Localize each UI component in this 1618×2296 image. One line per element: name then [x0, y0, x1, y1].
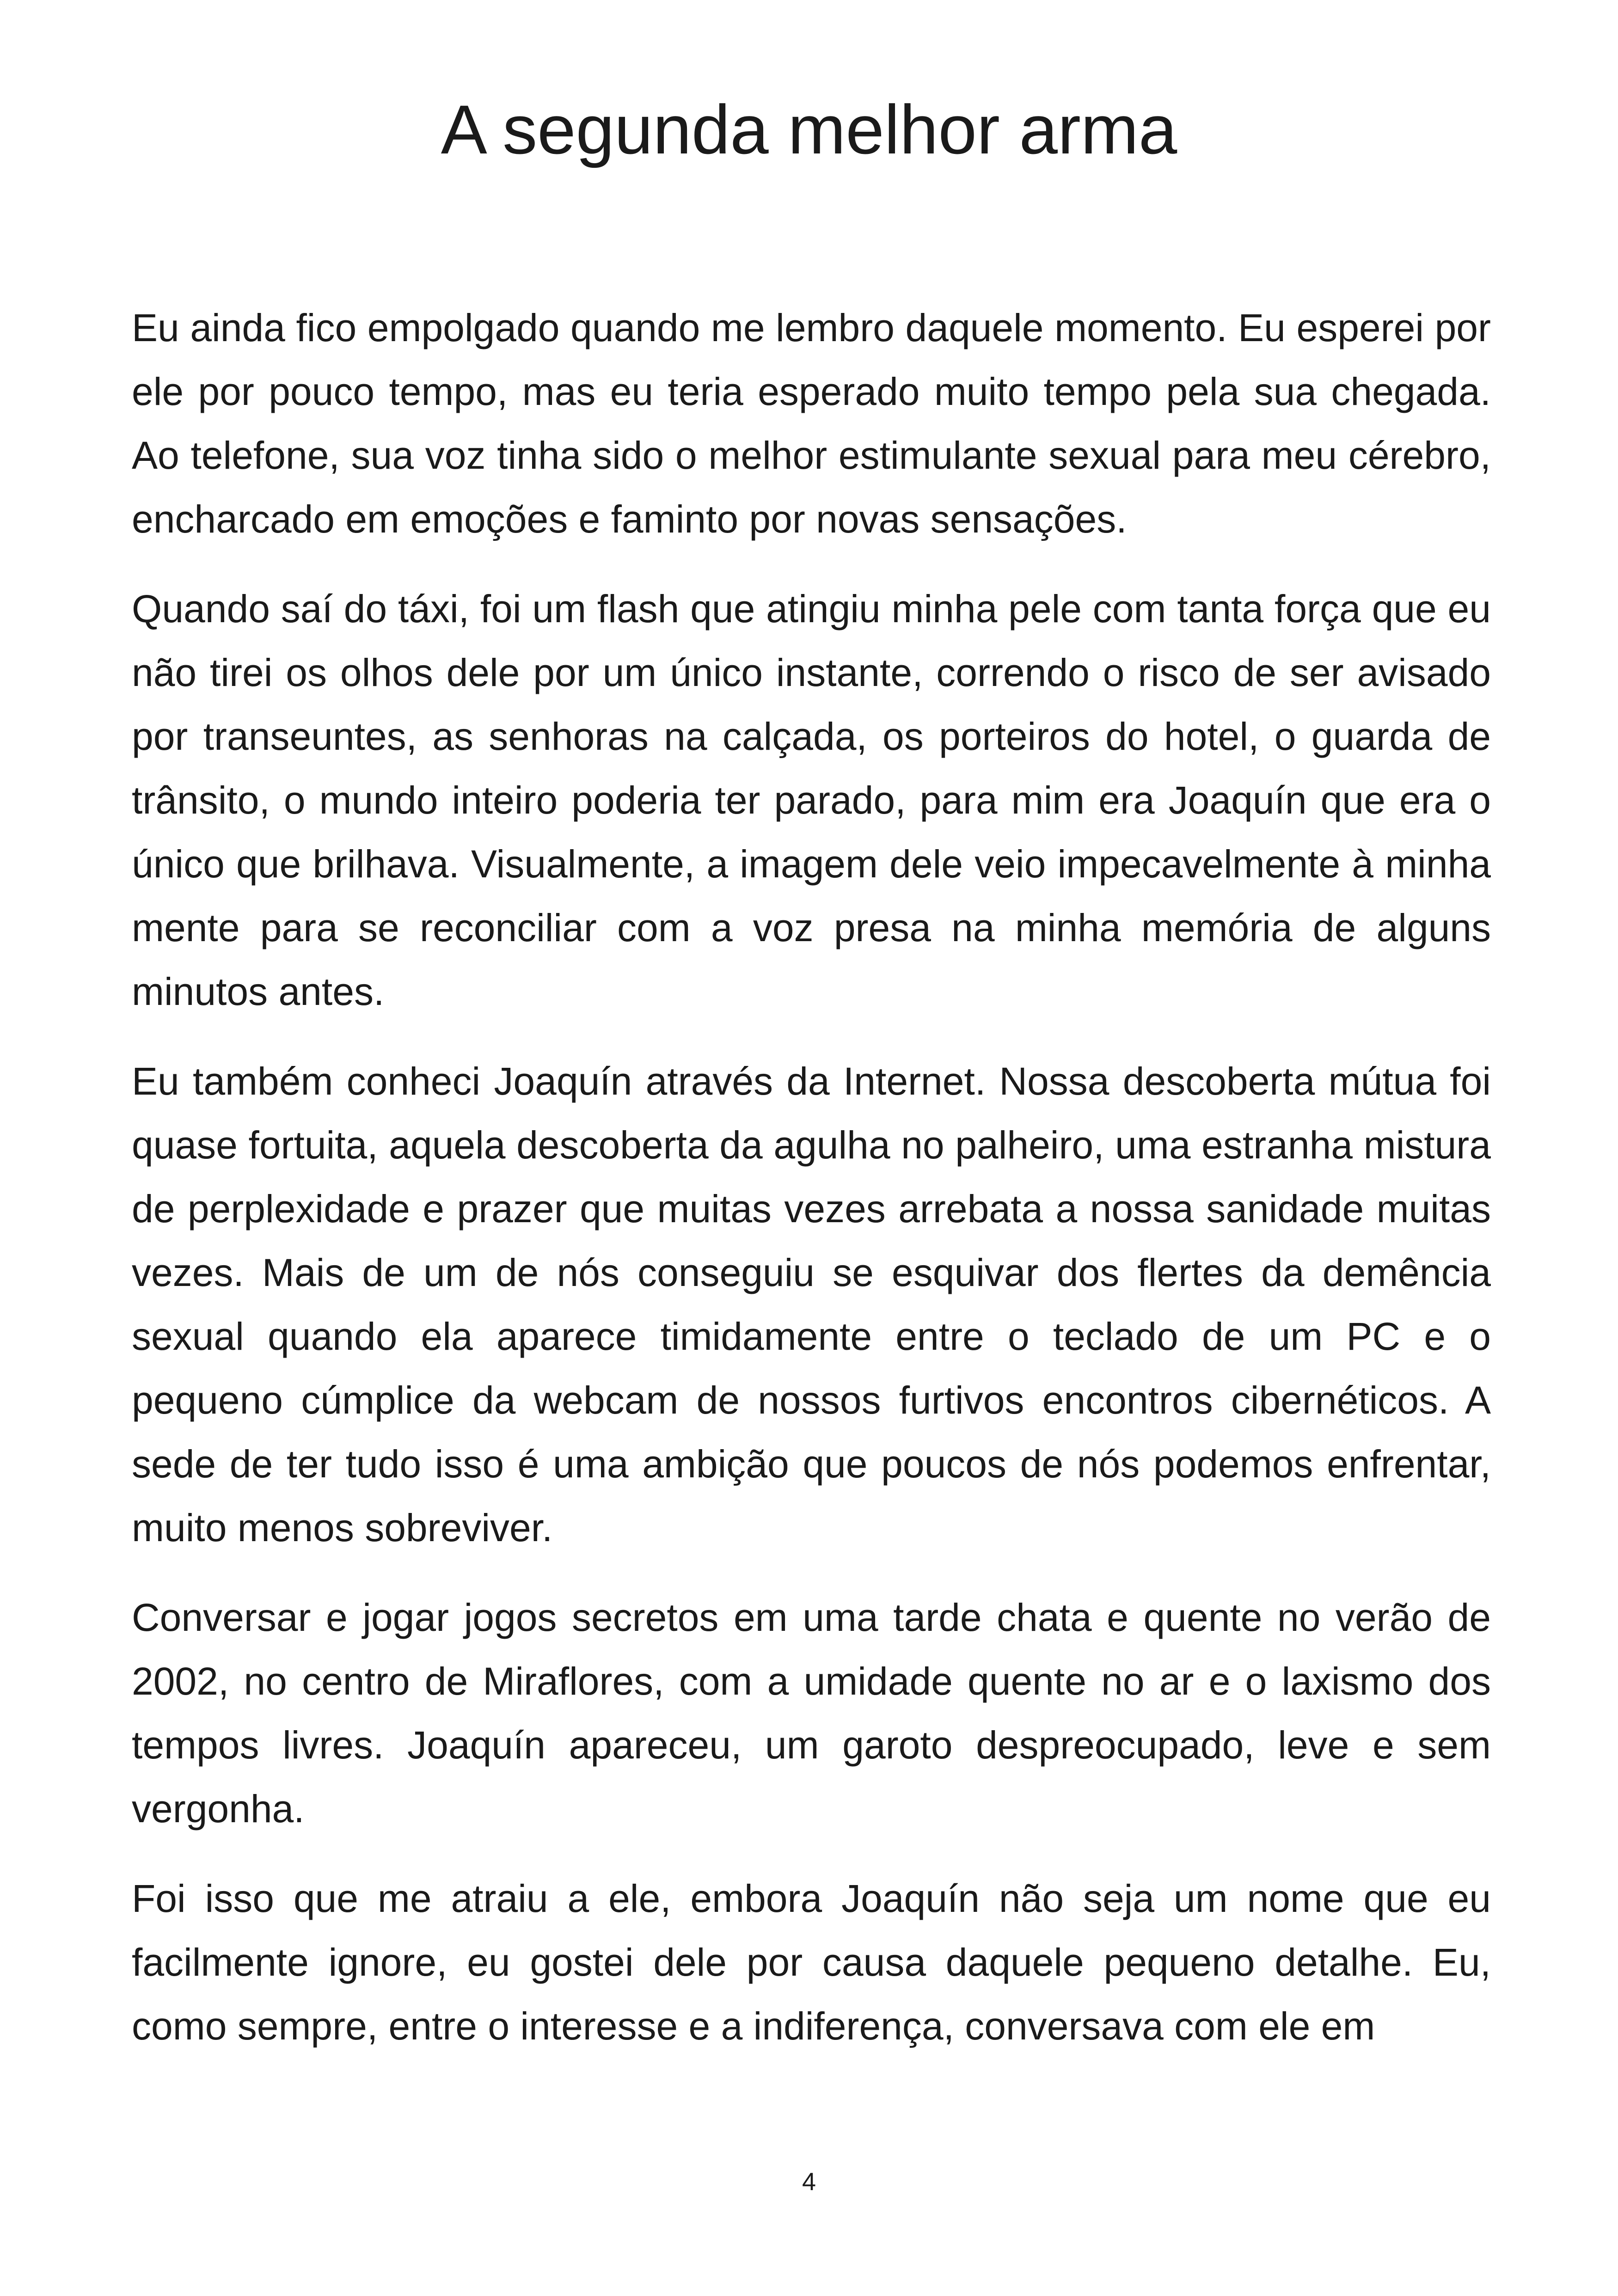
paragraph: Conversar e jogar jogos secretos em uma tarde chata e quente no verão de 2002, no centro de Miraflores, com a umidade quente no ar e o laxismo dos tempos livres. Joaquín apareceu, um garoto despreocupado, leve e sem vergonha.: [132, 1596, 1491, 1831]
page-title: A segunda melhor arma: [441, 91, 1177, 168]
paragraph: Foi isso que me atraiu a ele, embora Joaquín não seja um nome que eu facilmente ignore, eu gostei dele por causa daquele pequeno detalhe. Eu, como sempre, entre o interesse e a indiferença, conversava com ele em: [132, 1877, 1491, 2048]
paragraph: Eu também conheci Joaquín através da Internet. Nossa descoberta mútua foi quase fortuita, aquela descoberta da agulha no palheiro, uma estranha mistura de perplexidade e prazer que muitas vezes arrebata a nossa sanidade muitas vezes. Mais de um de nós conseguiu se esquivar dos flertes da demência sexual quando ela aparece timidamente entre o teclado de um PC e o pequeno cúmplice da webcam de nossos furtivos encontros cibernéticos. A sede de ter tudo isso é uma ambição que poucos de nós podemos enfrentar, muito menos sobreviver.: [132, 1059, 1491, 1549]
page-number: 4: [802, 2168, 816, 2196]
paragraph: Quando saí do táxi, foi um flash que atingiu minha pele com tanta força que eu não tirei os olhos dele por um único instante, correndo o risco de ser avisado por transeuntes, as senhoras na calçada, os porteiros do hotel, o guarda de trânsito, o mundo inteiro poderia ter parado, para mim era Joaquín que era o único que brilhava. Visualmente, a imagem dele veio impecavelmente à minha mente para se reconciliar com a voz presa na minha memória de alguns minutos antes.: [132, 587, 1491, 1013]
paragraph: Eu ainda fico empolgado quando me lembro daquele momento. Eu esperei por ele por pouco tempo, mas eu teria esperado muito tempo pela sua chegada. Ao telefone, sua voz tinha sido o melhor estimulante sexual para meu cérebro, encharcado em emoções e faminto por novas sensações.: [132, 306, 1491, 541]
body-text: [132, 296, 1491, 2084]
